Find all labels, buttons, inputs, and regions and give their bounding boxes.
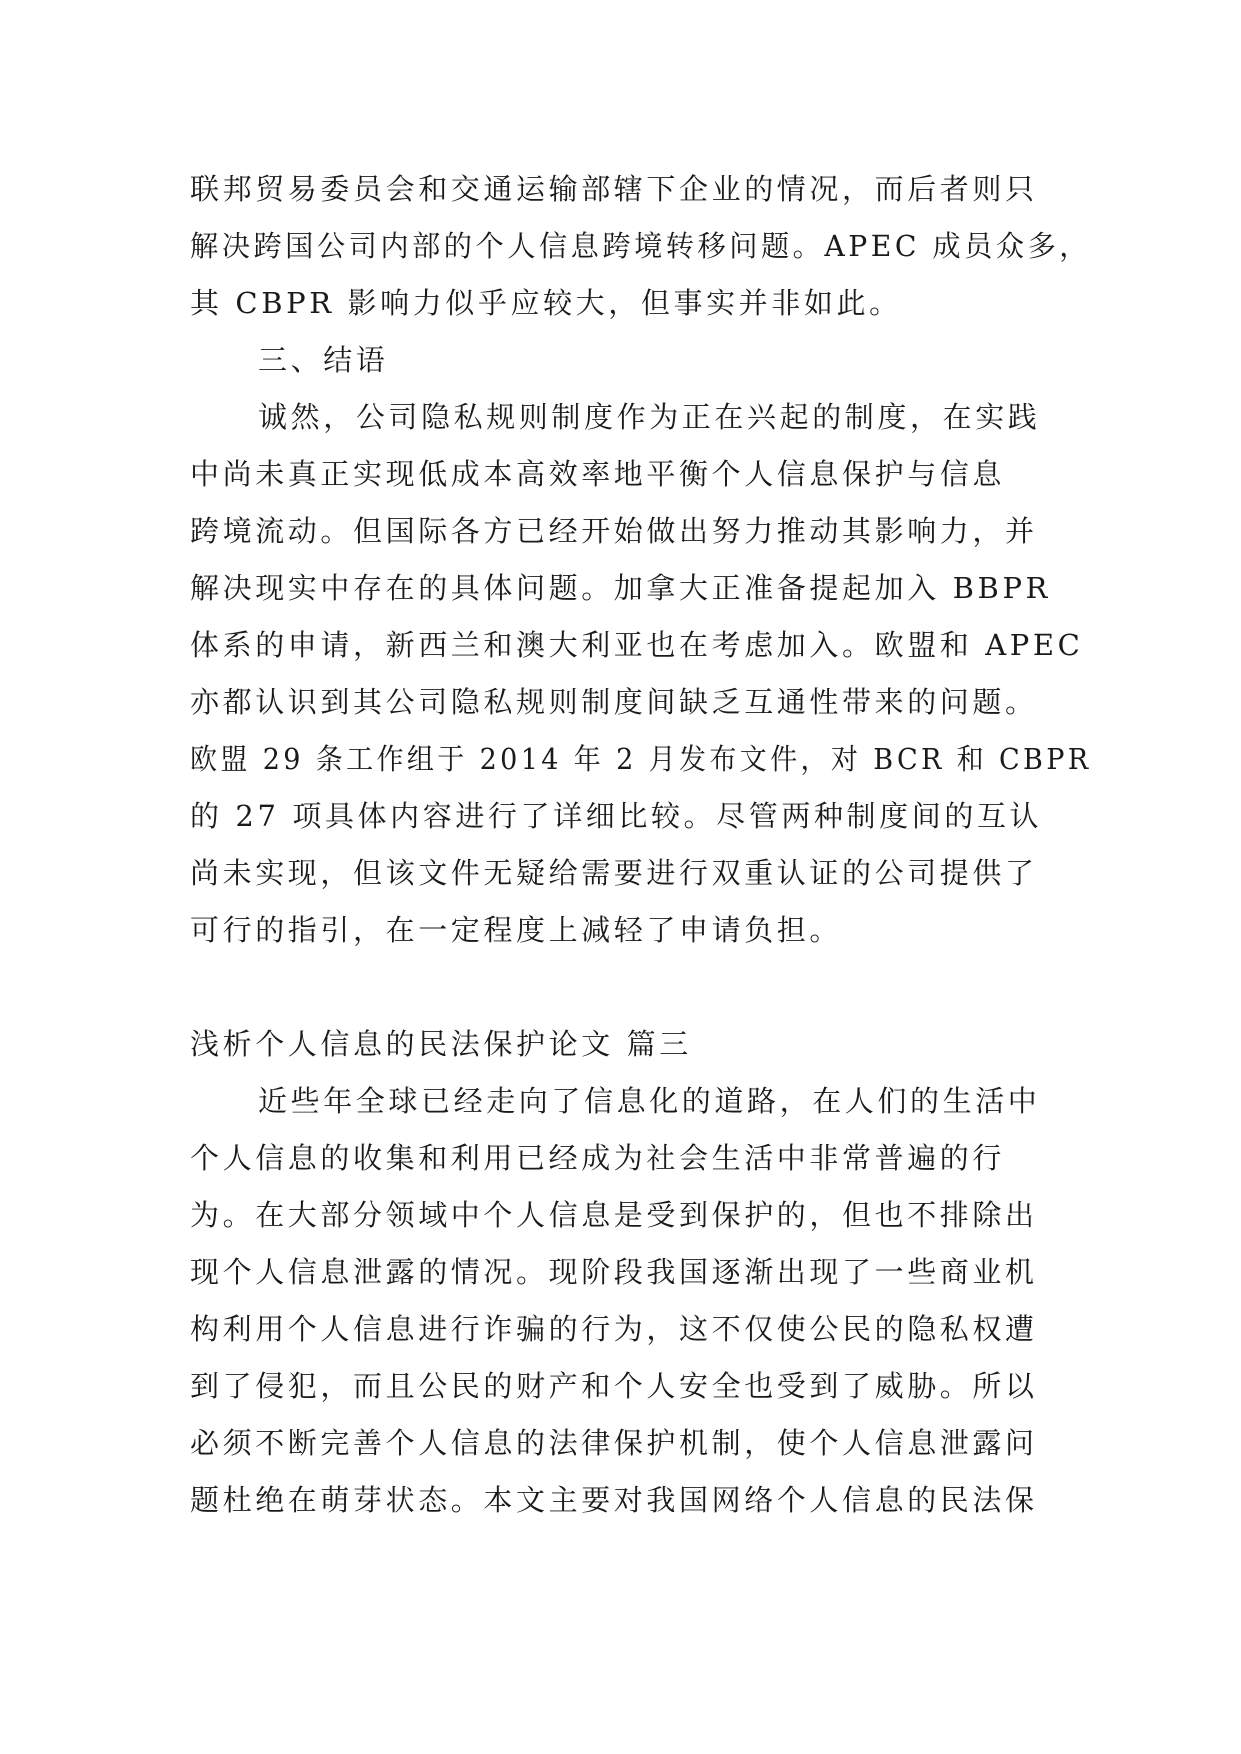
paragraph-line: 亦都认识到其公司隐私规则制度间缺乏互通性带来的问题。 bbox=[190, 685, 1038, 719]
article-title: 浅析个人信息的民法保护论文 篇三 bbox=[190, 1027, 692, 1061]
paragraph-line: 的 27 项具体内容进行了详细比较。尽管两种制度间的互认 bbox=[190, 799, 1043, 833]
paragraph-line: 现个人信息泄露的情况。现阶段我国逐渐出现了一些商业机 bbox=[190, 1255, 1038, 1289]
paragraph-line: 尚未实现，但该文件无疑给需要进行双重认证的公司提供了 bbox=[190, 856, 1038, 890]
paragraph-line: 体系的申请，新西兰和澳大利亚也在考虑加入。欧盟和 APEC bbox=[190, 628, 1084, 662]
paragraph-line: 跨境流动。但国际各方已经开始做出努力推动其影响力，并 bbox=[190, 514, 1038, 548]
paragraph-line: 可行的指引，在一定程度上减轻了申请负担。 bbox=[190, 913, 843, 947]
paragraph-line: 中尚未真正实现低成本高效率地平衡个人信息保护与信息 bbox=[190, 457, 1006, 491]
paragraph-line: 必须不断完善个人信息的法律保护机制，使个人信息泄露问 bbox=[190, 1426, 1038, 1460]
paragraph-line: 到了侵犯，而且公民的财产和个人安全也受到了威胁。所以 bbox=[190, 1369, 1038, 1403]
paragraph-line: 其 CBPR 影响力似乎应较大，但事实并非如此。 bbox=[190, 286, 902, 320]
paragraph-line: 个人信息的收集和利用已经成为社会生活中非常普遍的行 bbox=[190, 1141, 1006, 1175]
section-heading: 三、结语 bbox=[258, 343, 389, 377]
paragraph-line: 欧盟 29 条工作组于 2014 年 2 月发布文件，对 BCR 和 CBPR bbox=[190, 742, 1092, 776]
paragraph-line: 诚然，公司隐私规则制度作为正在兴起的制度，在实践 bbox=[258, 400, 1041, 434]
paragraph-line: 解决现实中存在的具体问题。加拿大正准备提起加入 BBPR bbox=[190, 571, 1051, 605]
paragraph-line: 题杜绝在萌芽状态。本文主要对我国网络个人信息的民法保 bbox=[190, 1483, 1038, 1517]
paragraph-line: 解决跨国公司内部的个人信息跨境转移问题。APEC 成员众多， bbox=[190, 229, 1092, 263]
paragraph-line: 构利用个人信息进行诈骗的行为，这不仅使公民的隐私权遭 bbox=[190, 1312, 1038, 1346]
paragraph-line: 近些年全球已经走向了信息化的道路，在人们的生活中 bbox=[258, 1084, 1041, 1118]
paragraph-line: 为。在大部分领域中个人信息是受到保护的，但也不排除出 bbox=[190, 1198, 1038, 1232]
paragraph-line: 联邦贸易委员会和交通运输部辖下企业的情况，而后者则只 bbox=[190, 172, 1038, 206]
